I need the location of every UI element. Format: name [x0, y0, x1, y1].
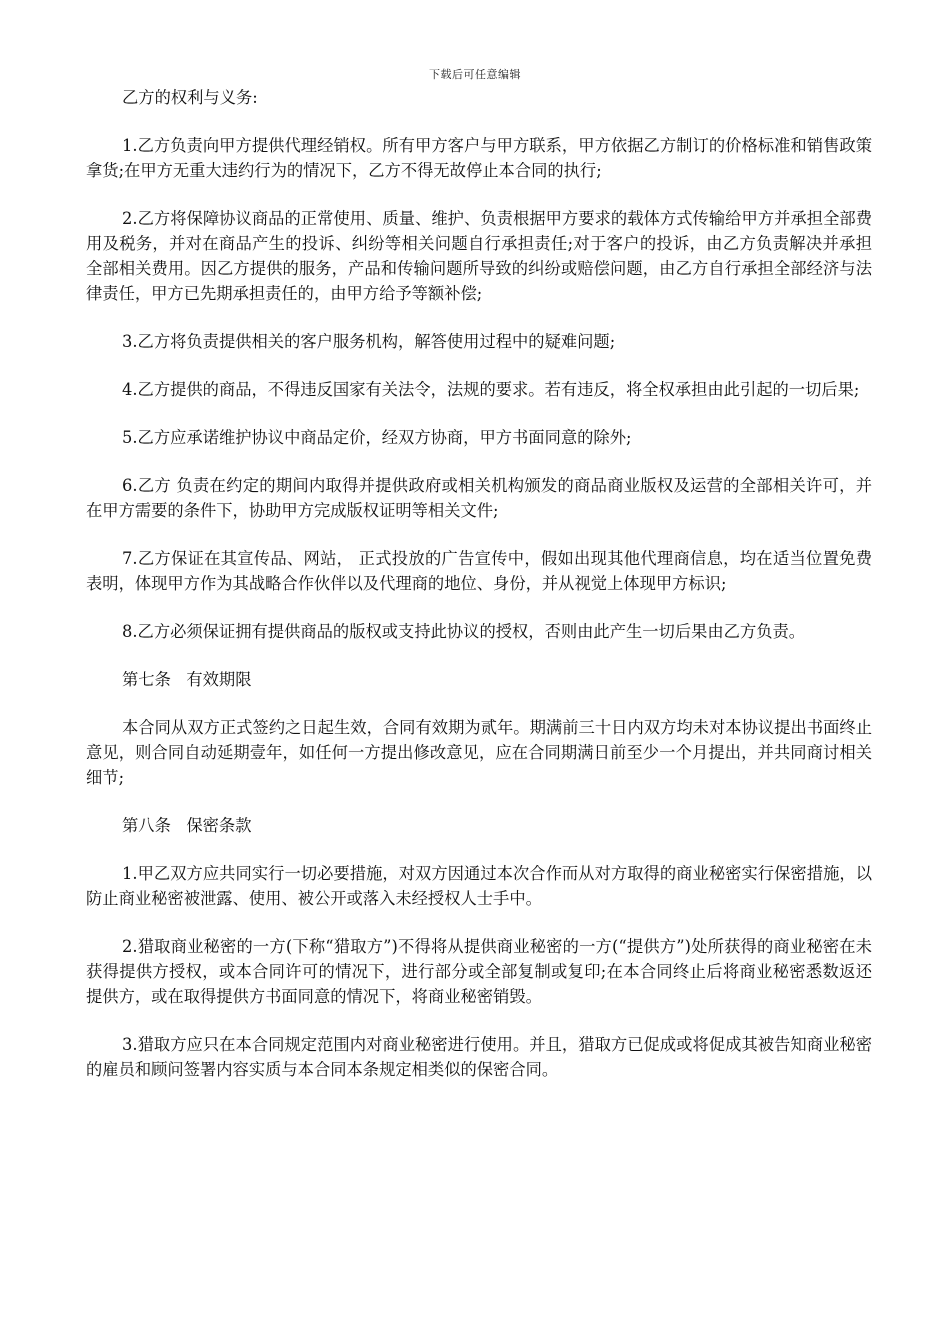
clause-paragraph: 7.乙方保证在其宣传品、网站， 正式投放的广告宣传中，假如出现其他代理商信息，均在适当位置免费表明，体现甲方作为其战略合作伙伴以及代理商的地位、身份，并从视觉上体现甲方标识; [86, 549, 872, 593]
article-heading: 第八条 保密条款 [122, 816, 252, 835]
clause-paragraph: 8.乙方必须保证拥有提供商品的版权或支持此协议的授权，否则由此产生一切后果由乙方负责。 [122, 622, 806, 641]
clause-paragraph: 5.乙方应承诺维护协议中商品定价，经双方协商，甲方书面同意的除外; [122, 428, 632, 447]
clause-paragraph: 3.猎取方应只在本合同规定范围内对商业秘密进行使用。并且，猎取方已促成或将促成其被告知商业秘密的雇员和顾问签署内容实质与本合同本条规定相类似的保密合同。 [86, 1035, 872, 1079]
download-note: 下载后可任意编辑 [429, 68, 521, 81]
section-intro: 乙方的权利与义务: [122, 88, 258, 107]
document-body [86, 85, 872, 1105]
clause-paragraph: 4.乙方提供的商品，不得违反国家有关法令，法规的要求。若有违反，将全权承担由此引起的一切后果; [122, 380, 860, 399]
clause-paragraph: 2.猎取商业秘密的一方(下称“猎取方”)不得将从提供商业秘密的一方(“提供方”)处所获得的商业秘密在未获得提供方授权，或本合同许可的情况下，进行部分或全部复制或复印;在本合同终止后将商业秘密悉数返还提供方，或在取得提供方书面同意的情况下，将商业秘密销毁。 [86, 937, 872, 1006]
clause-paragraph: 6.乙方 负责在约定的期间内取得并提供政府或相关机构颁发的商品商业版权及运营的全部相关许可，并在甲方需要的条件下，协助甲方完成版权证明等相关文件; [86, 476, 872, 520]
clause-paragraph: 1.乙方负责向甲方提供代理经销权。所有甲方客户与甲方联系，甲方依据乙方制订的价格标准和销售政策拿货;在甲方无重大违约行为的情况下，乙方不得无故停止本合同的执行; [86, 136, 872, 180]
clause-paragraph: 1.甲乙双方应共同实行一切必要措施，对双方因通过本次合作而从对方取得的商业秘密实行保密措施，以防止商业秘密被泄露、使用、被公开或落入未经授权人士手中。 [86, 864, 872, 908]
clause-paragraph: 3.乙方将负责提供相关的客户服务机构，解答使用过程中的疑难问题; [122, 332, 616, 351]
clause-paragraph: 2.乙方将保障协议商品的正常使用、质量、维护、负责根据甲方要求的载体方式传输给甲方并承担全部费用及税务，并对在商品产生的投诉、纠纷等相关问题自行承担责任;对于客户的投诉，由乙方负责解决并承担全部相关费用。因乙方提供的服务，产品和传输问题所导致的纠纷或赔偿问题，由乙方自行承担全部经济与法律责任，甲方已先期承担责任的，由甲方给予等额补偿; [86, 209, 872, 303]
article-heading: 第七条 有效期限 [122, 670, 252, 689]
clause-paragraph: 本合同从双方正式签约之日起生效，合同有效期为贰年。期满前三十日内双方均未对本协议提出书面终止意见，则合同自动延期壹年，如任何一方提出修改意见，应在合同期满日前至少一个月提出，并共同商讨相关细节; [86, 718, 872, 787]
